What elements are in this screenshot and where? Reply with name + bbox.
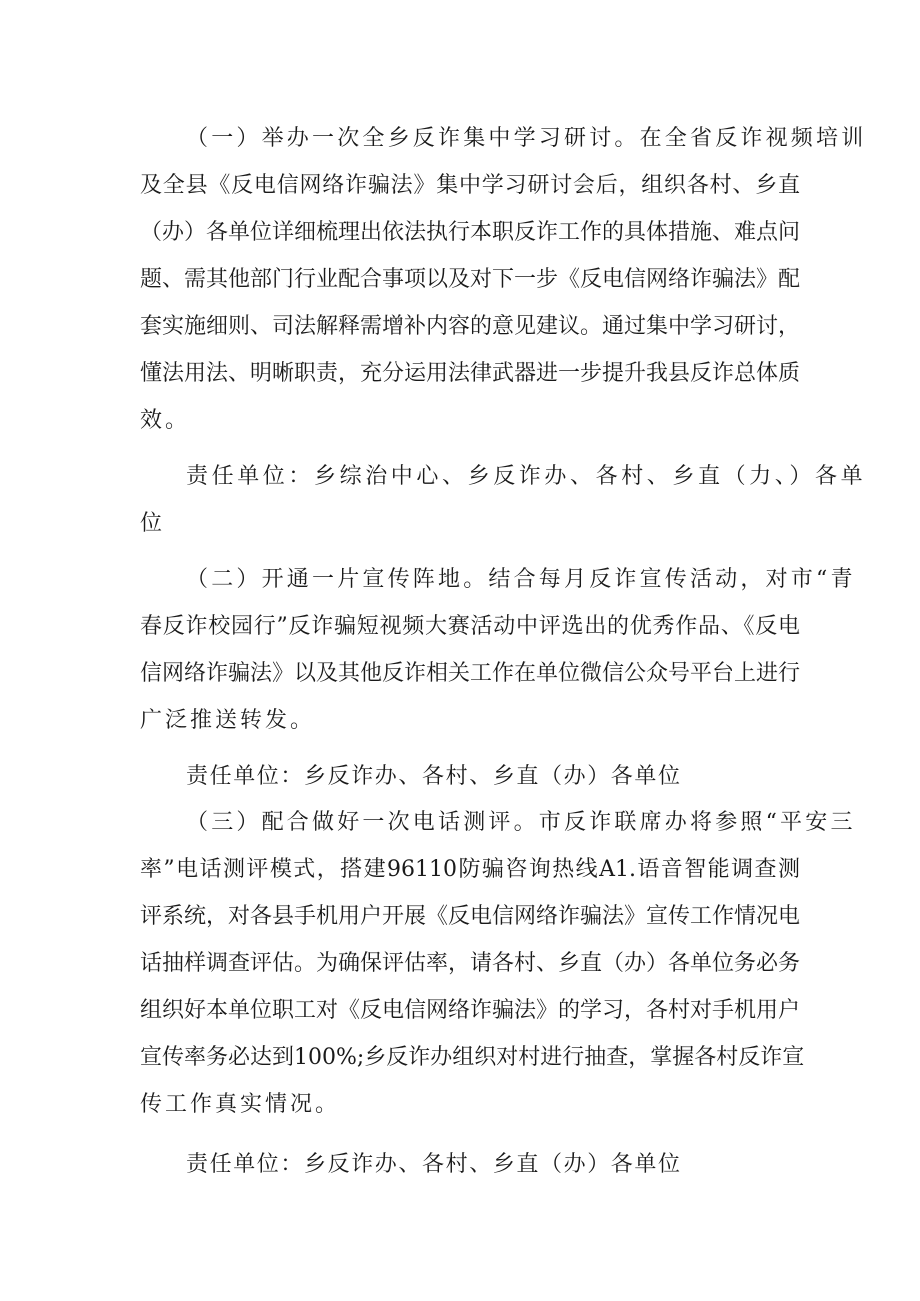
text-line: 效。 — [140, 408, 191, 433]
text-line: 传工作真实情况。 — [140, 1092, 341, 1117]
text-line: 位 — [140, 511, 166, 536]
text-line: 责任单位：乡综治中心、乡反诈办、各村、乡直（力、）各单 — [186, 464, 867, 489]
text-line: 责任单位：乡反诈办、各村、乡直（办）各单位 — [186, 1152, 682, 1177]
text-line: 组织好本单位职工对《反电信网络诈骗法》的学习，各村对手机用户 — [140, 998, 801, 1023]
text-line: 春反诈校园行”反诈骗短视频大赛活动中评选出的优秀作品、《反电 — [140, 614, 800, 639]
text-line: （办）各单位详细梳理出依法执行本职反诈工作的具体措施、难点问 — [140, 220, 801, 245]
text-line: 懂法用法、明晰职责，充分运用法律武器进一步提升我县反诈总体质 — [140, 361, 801, 386]
text-line: （三）配合做好一次电话测评。市反诈联席办将参照“平安三 — [186, 810, 856, 835]
text-line: 题、需其他部门行业配合事项以及对下一步《反电信网络诈骗法》配 — [140, 267, 801, 292]
text-line: 及全县《反电信网络诈骗法》集中学习研讨会后，组织各村、乡直 — [140, 173, 800, 198]
text-line: 套实施细则、司法解释需增补内容的意见建议。通过集中学习研讨， — [140, 314, 801, 339]
text-line: 广泛推送转发。 — [140, 708, 316, 733]
text-line: 率”电话测评模式，搭建96110防骗咨询热线A1.语音智能调查测 — [140, 857, 800, 882]
text-line: 评系统，对各县手机用户开展《反电信网络诈骗法》宣传工作情况电 — [140, 904, 801, 929]
text-line: （二）开通一片宣传阵地。结合每月反诈宣传活动，对市“青 — [186, 567, 856, 592]
text-line: （一）举办一次全乡反诈集中学习研讨。在全省反诈视频培训 — [186, 126, 867, 151]
text-line: 责任单位：乡反诈办、各村、乡直（办）各单位 — [186, 764, 682, 789]
text-line: 信网络诈骗法》以及其他反诈相关工作在单位微信公众号平台上进行 — [140, 661, 801, 686]
text-line: 宣传率务必达到100%;乡反诈办组织对村进行抽查，掌握各村反诈宣 — [140, 1045, 805, 1070]
text-line: 话抽样调查评估。为确保评估率，请各村、乡直（办）各单位务必务 — [140, 951, 801, 976]
